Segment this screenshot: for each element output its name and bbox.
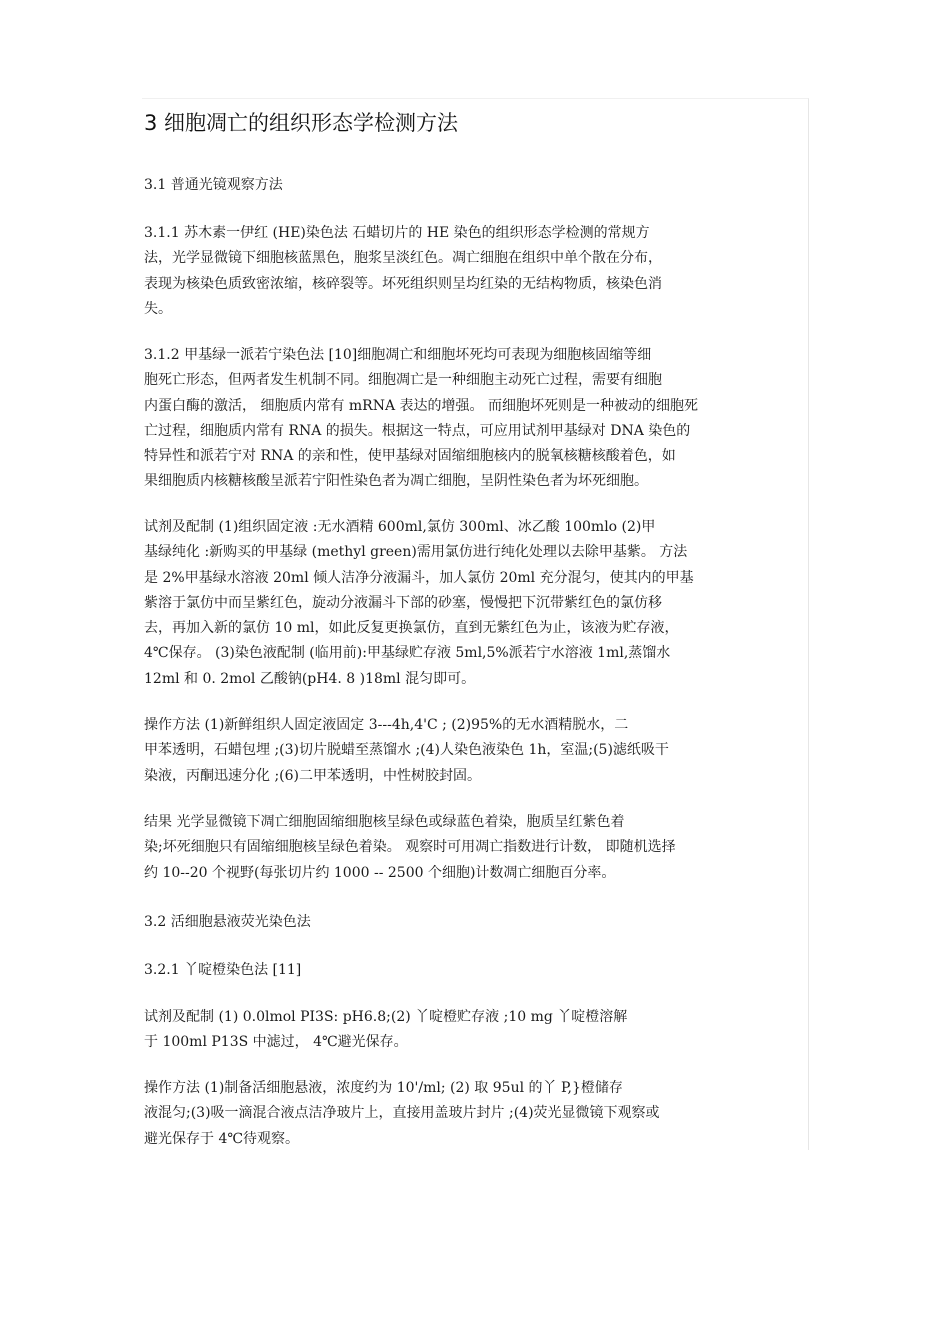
text-line: 基绿纯化 :新购买的甲基绿 (methyl green)需用氯仿进行纯化处理以去除甲基紫。 方法 <box>144 544 688 561</box>
text-line: 3.2.1 丫啶橙染色法 [11] <box>144 962 302 978</box>
text-line: 染;坏死细胞只有固缩细胞核呈绿色着染。 观察时可用凋亡指数进行计数， 即随机选择 <box>144 839 676 856</box>
text-line: 法，光学显微镜下细胞核蓝黑色，胞浆呈淡红色。凋亡细胞在组织中单个散在分布， <box>144 250 662 267</box>
text-line: 约 10--20 个视野(每张切片约 1000 -- 2500 个细胞)计数凋亡细胞百分率。 <box>144 864 616 881</box>
text-line: 染液，丙酮迅速分化 ;(6)二甲苯透明，中性树胶封固。 <box>144 767 481 784</box>
text-line: 是 2%甲基绿水溶液 20ml 倾人洁净分液漏斗，加人氯仿 20ml 充分混匀，使其内的甲基 <box>144 569 694 586</box>
section-3-2-1-heading <box>144 958 806 983</box>
reagents-paragraph-1 <box>144 515 806 692</box>
text-line: 于 100ml P13S 中滤过， 4℃避光保存。 <box>144 1034 408 1051</box>
section-3-1-2-paragraph <box>144 343 806 495</box>
text-line: 试剂及配制 (1)组织固定液 :无水酒精 600ml,氯仿 300ml、冰乙酸 100mlo (2)甲 <box>144 519 656 535</box>
text-line: 3.1.1 苏木素一伊红 (HE)染色法 石蜡切片的 HE 染色的组织形态学检测的常规方 <box>144 225 650 241</box>
text-line: 失。 <box>144 300 172 317</box>
text-line: 紫溶于氯仿中而呈紫红色，旋动分液漏斗下部的砂塞，慢慢把下沉带紫红色的氯仿移 <box>144 594 662 611</box>
text-line: 亡过程，细胞质内常有 RNA 的损失。根据这一特点，可应用试剂甲基绿对 DNA 染色的 <box>144 422 691 439</box>
section-3-2-heading <box>144 910 806 935</box>
text-line: 试剂及配制 (1) 0.0lmol PI3S: pH6.8;(2) 丫啶橙贮存液 ;10 mg 丫啶橙溶解 <box>144 1009 628 1025</box>
text-line: 甲苯透明，石蜡包埋 ;(3)切片脱蜡至蒸馏水 ;(4)人染色液染色 1h，室温;(5)滤纸吸干 <box>144 742 669 759</box>
text-line: 3.1 普通光镜观察方法 <box>144 177 283 193</box>
text-line: 结果 光学显微镜下凋亡细胞固缩细胞核呈绿色或绿蓝色着染，胞质呈红紫色着 <box>144 814 625 830</box>
text-line: 特异性和派若宁对 RNA 的亲和性，使甲基绿对固缩细胞核内的脱氧核糖核酸着色，如 <box>144 448 676 465</box>
document-title: 3 细胞凋亡的组织形态学检测方法 <box>144 111 459 135</box>
section-3-1-heading <box>144 173 806 198</box>
text-line: 内蛋白酶的激活， 细胞质内常有 mRNA 表达的增强。 而细胞坏死则是一种被动的细胞死 <box>144 397 698 414</box>
text-line: 3.1.2 甲基绿一派若宁染色法 [10]细胞凋亡和细胞坏死均可表现为细胞核固缩等细 <box>144 347 652 363</box>
text-line: 4℃保存。 (3)染色液配制 (临用前):甲基绿贮存液 5ml,5%派若宁水溶液 1ml,蒸馏水 <box>144 645 671 662</box>
text-line: 果细胞质内核糖核酸呈派若宁阳性染色者为凋亡细胞，呈阴性染色者为坏死细胞。 <box>144 473 648 490</box>
method-paragraph-1 <box>144 713 806 789</box>
document-page <box>142 98 809 1150</box>
text-line: 操作方法 (1)新鲜组织人固定液固定 3---4h,4'C ; (2)95%的无水酒精脱水，二 <box>144 717 629 733</box>
text-line: 12ml 和 0. 2mol 乙酸钠(pH4. 8 )18ml 混匀即可。 <box>144 670 476 687</box>
reagents-paragraph-2 <box>144 1005 806 1056</box>
text-line: 3.2 活细胞悬液荧光染色法 <box>144 914 311 930</box>
section-3-1-1-paragraph <box>144 221 806 322</box>
text-line: 避光保存于 4℃待观察。 <box>144 1130 300 1147</box>
method-paragraph-2 <box>144 1076 806 1152</box>
text-line: 去，再加入新的氯仿 10 ml，如此反复更换氯仿，直到无紫红色为止，该液为贮存液， <box>144 620 679 637</box>
result-paragraph-1 <box>144 810 806 886</box>
text-line: 胞死亡形态，但两者发生机制不同。细胞凋亡是一种细胞主动死亡过程，需要有细胞 <box>144 372 662 389</box>
text-line: 液混匀;(3)吸一滴混合液点洁净玻片上，直接用盖玻片封片 ;(4)荧光显微镜下观察或 <box>144 1105 660 1122</box>
text-line: 操作方法 (1)制备活细胞悬液，浓度约为 10'/ml; (2) 取 95ul 的丫 P,}橙储存 <box>144 1080 623 1096</box>
text-line: 表现为核染色质致密浓缩，核碎裂等。坏死组织则呈均红染的无结构物质，核染色消 <box>144 275 662 292</box>
